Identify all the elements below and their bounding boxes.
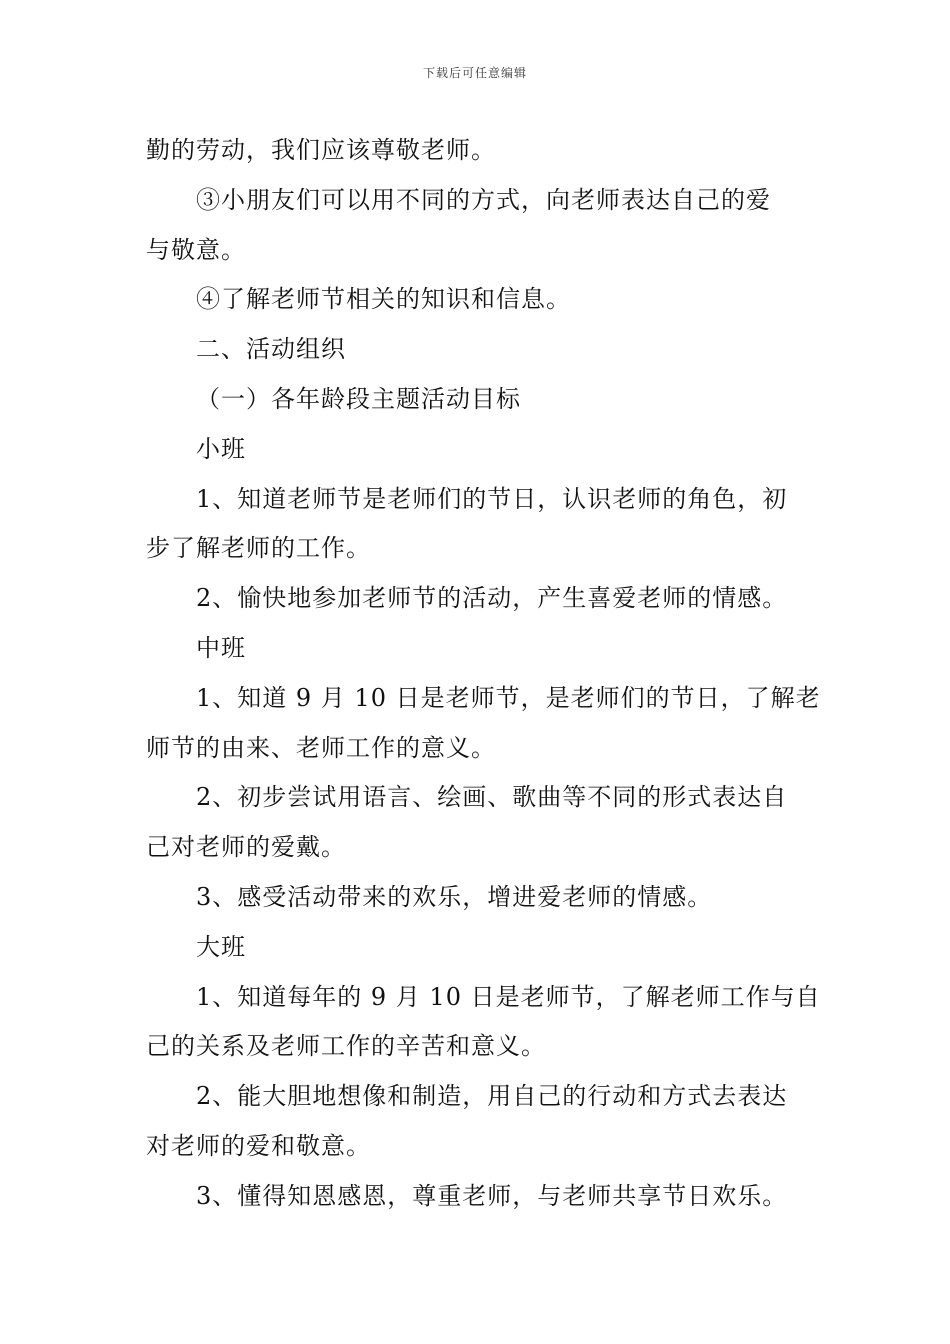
text-line: 己对老师的爱戴。 [146, 833, 346, 862]
text-line: 己的关系及老师工作的辛苦和意义。 [146, 1032, 546, 1061]
section-heading: 二、活动组织 [196, 335, 346, 364]
text-line: ③小朋友们可以用不同的方式，向老师表达自己的爱 [196, 185, 771, 214]
text-line: 2、初步尝试用语言、绘画、歌曲等不同的形式表达自 [196, 783, 788, 812]
text-line: 1、知道每年的 9 月 10 日是老师节，了解老师工作与自 [196, 982, 821, 1011]
subsection-heading: （一）各年龄段主题活动目标 [196, 384, 521, 413]
text-line: 步了解老师的工作。 [146, 534, 371, 563]
page-header: 下载后可任意编辑 [422, 66, 527, 80]
text-line: 3、懂得知恩感恩，尊重老师，与老师共享节日欢乐。 [196, 1181, 788, 1210]
document-body [146, 126, 821, 1222]
text-line: 对老师的爱和敬意。 [146, 1131, 371, 1160]
text-line: 与敬意。 [146, 235, 246, 264]
text-line: 2、能大胆地想像和制造，用自己的行动和方式去表达 [196, 1082, 788, 1111]
text-line: 2、愉快地参加老师节的活动，产生喜爱老师的情感。 [196, 584, 788, 613]
group-heading-small-class: 小班 [196, 434, 246, 463]
text-line: 1、知道 9 月 10 日是老师节，是老师们的节日，了解老 [196, 683, 821, 712]
group-heading-middle-class: 中班 [196, 633, 246, 662]
text-line: 师节的由来、老师工作的意义。 [146, 733, 496, 762]
text-line: 3、感受活动带来的欢乐，增进爱老师的情感。 [196, 882, 713, 911]
text-line: ④了解老师节相关的知识和信息。 [196, 285, 571, 314]
text-line: 1、知道老师节是老师们的节日，认识老师的角色，初 [196, 484, 788, 513]
group-heading-large-class: 大班 [196, 932, 246, 961]
text-line: 勤的劳动，我们应该尊敬老师。 [146, 136, 496, 164]
